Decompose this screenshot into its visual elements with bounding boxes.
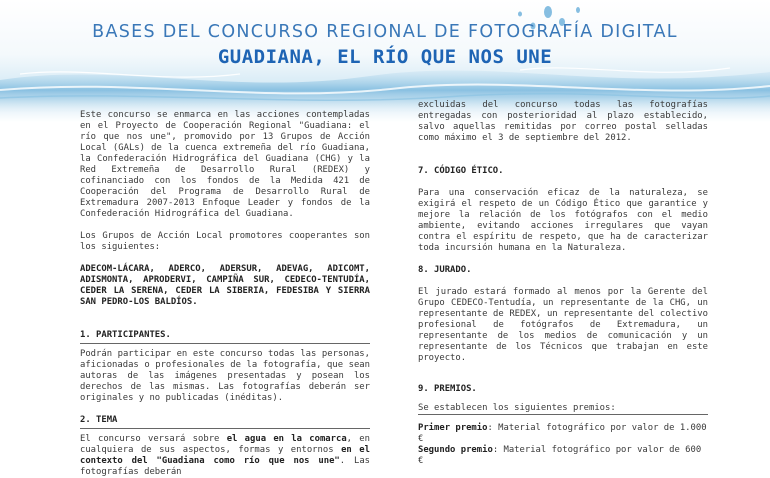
section-divider (80, 428, 370, 429)
section-jurado-text: El jurado estará formado al menos por la Gerente del Grupo CEDECO-Tentudía, un representante de la CHG, un representante de REDEX, un representante del colectivo profesional de fotógrafos de Extremadura, un representante de los medios de comunicación y un representante de los Técnicos que trabajan en este proyecto. (418, 287, 708, 363)
groups-list: ADECOM-LÁCARA, ADERCO, ADERSUR, ADEVAG, ADICOMT, ADISMONTA, APRODERVI, CAMPIÑA SUR, CEDECO-TENTUDÍA, CEDER LA SERENA, CEDER LA SIBERIA, FEDESIBA Y SIERRA SAN PEDRO-LOS BALDÍOS. (80, 264, 370, 307)
right-column (418, 100, 708, 467)
section-tema-title: 2. TEMA (80, 415, 118, 425)
prize-first: Primer premio: Material fotográfico por valor de 1.000 € (418, 423, 707, 444)
section-divider (80, 343, 370, 344)
section-jurado-title: 8. JURADO. (418, 265, 472, 275)
prize-second: Segundo premio: Material fotográfico por valor de 600 € (418, 445, 702, 466)
section-codigo-etico-text: Para una conservación eficaz de la naturaleza, se exigirá el respeto de un Código Ético que garantice y mejore la relación de los fotógrafos con el medio ambiente, evitando acciones irregulares que vayan contra el espíritu de respeto, que ha de caracterizar toda incursión humana en la Naturaleza. (418, 188, 708, 253)
groups-intro: Los Grupos de Acción Local promotores cooperantes son los siguientes: (80, 231, 370, 252)
section-tema-text: El concurso versará sobre el agua en la comarca, en cualquiera de sus aspectos, formas y entornos en el contexto del "Guadiana como río que nos une". Las fotografías deberán (80, 434, 371, 477)
section-premios-title: 9. PREMIOS. (418, 384, 477, 394)
section-participantes-text: Podrán participar en este concurso todas las personas, aficionadas o profesionales de la fotografía, que sean autoras de las imágenes presentadas y posean los derechos de las mismas. Las fotografías deberán ser originales y no publicadas (inéditas). (80, 349, 370, 403)
section-codigo-etico-title: 7. CÓDIGO ÉTICO. (418, 166, 504, 176)
contest-subtitle: GUADIANA, EL RÍO QUE NOS UNE (217, 46, 553, 68)
section-participantes-title: 1. PARTICIPANTES. (80, 330, 171, 340)
intro-paragraph: Este concurso se enmarca en las acciones contempladas en el Proyecto de Cooperación Regional "Guadiana: el río que nos une", promovido por 13 Grupos de Acción Local (GALs) de la cuenca extremeña del río Guadiana, la Confederación Hidrográfica del Guadiana (CHG) y la Red Extremeña de Desarrollo Rural (REDEX) y cofinanciado con los fondos de la Medida 421 de Cooperación del Programa de Desarrollo Rural de Extremadura 2007-2013 Enfoque Leader y fondos de la Confederación Hidrográfica del Guadiana. (80, 110, 370, 219)
section-divider (418, 414, 708, 415)
contest-title: BASES DEL CONCURSO REGIONAL DE FOTOGRAFÍA DIGITAL (92, 22, 678, 42)
section-plazo-continuation: excluidas del concurso todas las fotografías entregadas con posterioridad al plazo establecido, salvo aquellas remitidas por correo postal selladas como máximo el 3 de septiembre del 2012. (418, 100, 708, 143)
left-column (80, 110, 370, 478)
section-premios-intro: Se establecen los siguientes premios: (418, 403, 616, 413)
